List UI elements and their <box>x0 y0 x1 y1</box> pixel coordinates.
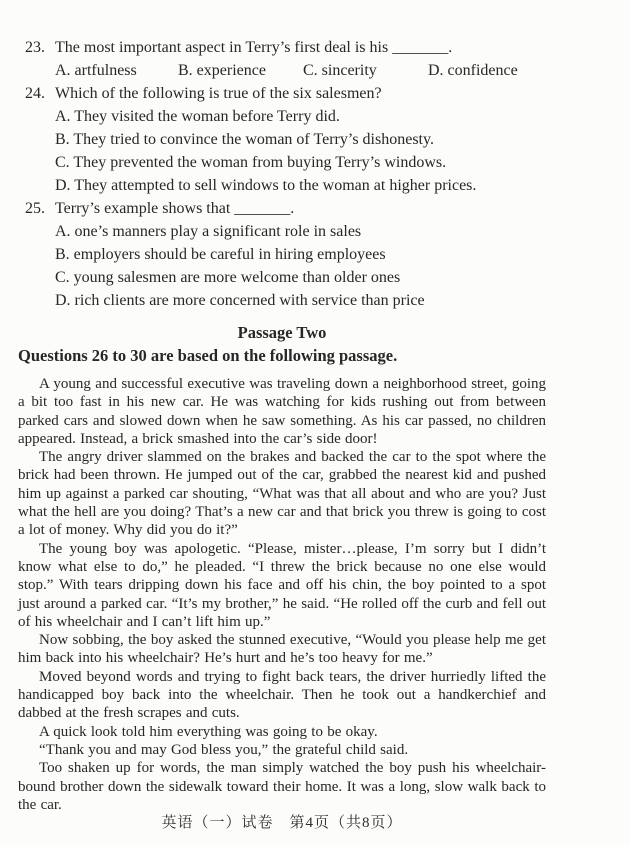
question-24-number: 24. <box>25 85 45 102</box>
passage-paragraph-4: Now sobbing, the boy asked the stunned executive, “Would you please help me get him back into his wheelchair? He’s hurt and he’s too heavy for me.” <box>18 632 546 667</box>
question-24-option-d: D. They attempted to sell windows to the woman at higher prices. <box>55 177 477 194</box>
question-24-body <box>55 82 546 197</box>
passage-instruction: Questions 26 to 30 are based on the following passage. <box>18 346 398 365</box>
question-23-option-b: B. experience <box>178 62 266 79</box>
page-footer: 英语（一）试卷 第4页（共8页） <box>161 815 403 831</box>
question-23 <box>18 36 546 82</box>
question-23-option-c: C. sincerity <box>303 62 377 79</box>
question-25-stem: Terry’s example shows that _______. <box>55 200 295 217</box>
question-25-option-c: C. young salesmen are more welcome than older ones <box>55 269 401 286</box>
question-25-option-a: A. one’s manners play a significant role in sales <box>55 223 362 240</box>
passage-two-section <box>18 321 546 814</box>
question-25-option-b: B. employers should be careful in hiring employees <box>55 246 386 263</box>
question-25 <box>18 197 546 312</box>
question-25-body <box>55 197 546 312</box>
passage-body <box>18 375 546 814</box>
passage-paragraph-7: “Thank you and may God bless you,” the grateful child said. <box>39 741 409 758</box>
passage-paragraph-8: Too shaken up for words, the man simply watched the boy push his wheelchair-bound brother down the sidewalk toward their home. It was a long, slow walk back to the car. <box>18 760 546 813</box>
passage-paragraph-2: The angry driver slammed on the brakes and backed the car to the spot where the brick had been thrown. He jumped out of the car, grabbed the nearest kid and pushed him up against a parked car shouting, “What was that all about and who are you? Just what the hell are you doing? That’s a new car and that brick you threw is going to cost a lot of money. Why did you do it?” <box>18 449 546 539</box>
question-23-option-a: A. artfulness <box>55 62 137 79</box>
question-24-stem: Which of the following is true of the six salesmen? <box>55 85 382 102</box>
question-24-option-c: C. They prevented the woman from buying Terry’s windows. <box>55 154 447 171</box>
passage-paragraph-1: A young and successful executive was traveling down a neighborhood street, going a bit too fast in his new car. He was watching for kids rushing out from between parked cars and slowed down when he saw something. As his car passed, no children appeared. Instead, a brick smashed into the car’s side door! <box>18 376 546 447</box>
passage-paragraph-5: Moved beyond words and trying to fight back tears, the driver hurriedly lifted the handicapped boy back into the wheelchair. Then he took out a handkerchief and dabbed at the fresh scrapes and cuts. <box>18 668 546 722</box>
question-23-option-d: D. confidence <box>428 62 518 79</box>
passage-paragraph-3: The young boy was apologetic. “Please, mister…please, I’m sorry but I didn’t know what else to do,” he pleaded. “I threw the brick because no one else would stop.” With tears dripping down his face and off his chin, the boy pointed to a spot just around a parked car. “It’s my brother,” he said. “He rolled off the curb and fell out of his wheelchair and I can’t lift him up.” <box>18 540 546 630</box>
question-25-number: 25. <box>25 200 45 217</box>
question-25-option-d: D. rich clients are more concerned with service than price <box>55 292 425 309</box>
passage-title: Passage Two <box>237 323 327 342</box>
question-23-options-row <box>55 59 546 82</box>
question-23-body <box>55 36 546 82</box>
question-24 <box>18 82 546 197</box>
question-24-option-b: B. They tried to convince the woman of Terry’s dishonesty. <box>55 131 434 148</box>
question-24-option-a: A. They visited the woman before Terry did. <box>55 108 340 125</box>
question-23-number: 23. <box>25 39 45 56</box>
passage-paragraph-6: A quick look told him everything was going to be okay. <box>39 723 378 740</box>
question-23-stem: The most important aspect in Terry’s first deal is his _______. <box>55 39 453 56</box>
